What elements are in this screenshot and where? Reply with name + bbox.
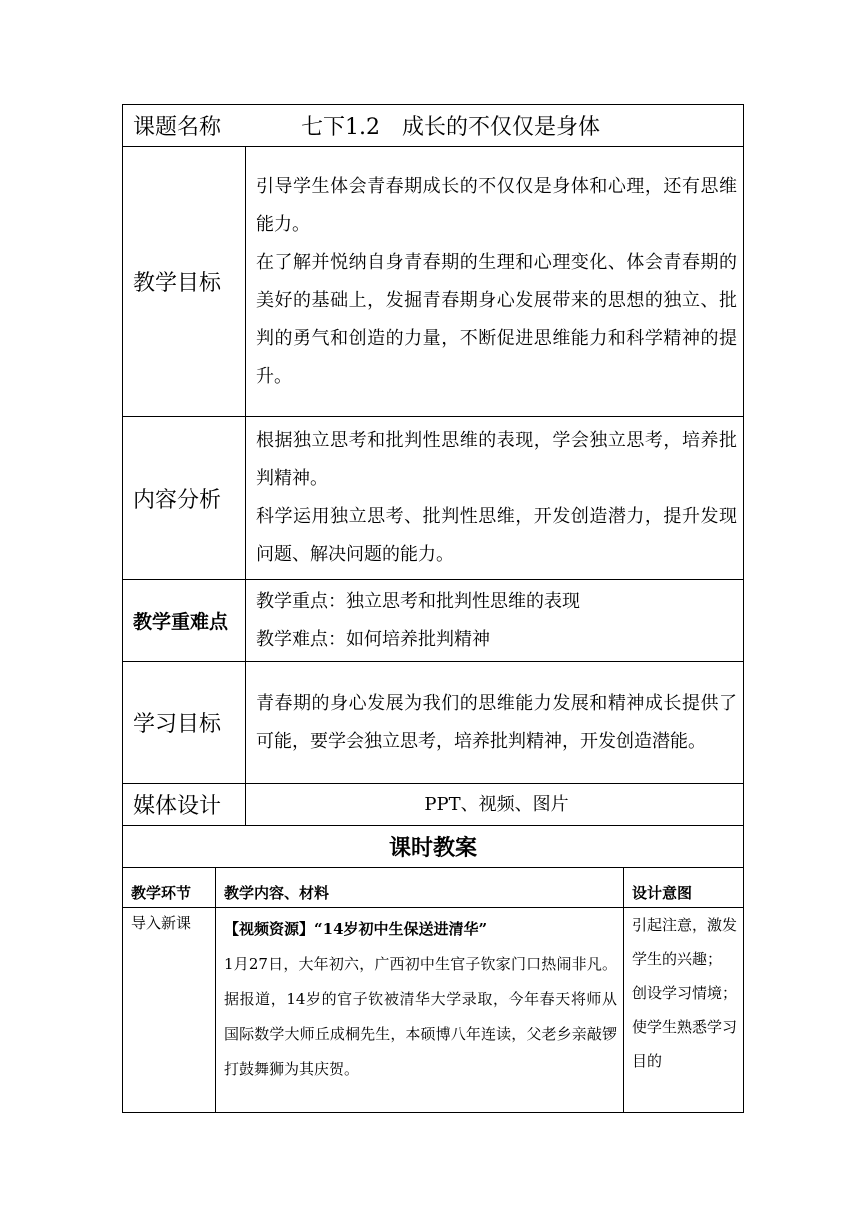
learning-goals-paragraph: 青春期的身心发展为我们的思维能力发展和精神成长提供了可能，要学会独立思考，培养批判精神，开发创造潜能。 <box>256 692 737 752</box>
stage-intro: 导入新课 <box>123 908 216 1113</box>
content-analysis-paragraph-1: 根据独立思考和批判性思维的表现，学会独立思考，培养批判精神。 <box>256 430 737 489</box>
teaching-goals-label: 教学目标 <box>123 147 246 417</box>
teaching-goals-content <box>246 147 744 417</box>
lesson-section-title: 课时教案 <box>123 826 744 868</box>
lesson-row-intro <box>123 908 744 1113</box>
key-points-content <box>246 580 744 662</box>
intent-line-2: 创设学习情境；使学生熟悉学习目的 <box>632 984 738 1070</box>
video-resource-title: 【视频资源】“14岁初中生保送进清华” <box>224 920 488 938</box>
lesson-section-row <box>123 826 744 868</box>
title-row <box>123 105 744 147</box>
intro-paragraph: 1月27日，大年初六，广西初中生官子钦家门口热闹非凡。据报道，14岁的官子钦被清华大学录取，今年春天将师从国际数学大师丘成桐先生，本硕博八年连读，父老乡亲敲锣打鼓舞狮为其庆贺。 <box>224 955 617 1078</box>
column-header-stage: 教学环节 <box>123 868 216 908</box>
intro-intent <box>624 908 744 1113</box>
content-analysis-paragraph-2: 科学运用独立思考、批判性思维，开发创造潜力，提升发现问题、解决问题的能力。 <box>256 506 737 565</box>
media-row <box>123 784 744 826</box>
media-label: 媒体设计 <box>123 784 246 826</box>
learning-goals-label: 学习目标 <box>123 662 246 784</box>
key-points-label: 教学重难点 <box>123 580 246 662</box>
topic-title: 七下1.2 成长的不仅仅是身体 <box>301 115 600 140</box>
column-header-content: 教学内容、材料 <box>216 868 624 908</box>
content-analysis-content <box>246 417 744 580</box>
column-header-intent: 设计意图 <box>624 868 744 908</box>
teaching-goals-row <box>123 147 744 417</box>
teaching-goals-paragraph-1: 引导学生体会青春期成长的不仅仅是身体和心理，还有思维能力。 <box>256 175 737 235</box>
lesson-plan-table <box>122 104 744 1113</box>
content-analysis-label: 内容分析 <box>123 417 246 580</box>
key-point: 教学重点：独立思考和批判性思维的表现 <box>256 590 580 612</box>
difficult-point: 教学难点：如何培养批判精神 <box>256 628 490 650</box>
lesson-header-row <box>123 868 744 908</box>
intro-content <box>216 908 624 1113</box>
learning-goals-content <box>246 662 744 784</box>
topic-label: 课题名称 <box>133 115 222 140</box>
key-points-row <box>123 580 744 662</box>
intent-line-1: 引起注意，激发学生的兴趣； <box>632 916 738 968</box>
learning-goals-row <box>123 662 744 784</box>
teaching-goals-paragraph-2: 在了解并悦纳自身青春期的生理和心理变化、体会青春期的美好的基础上，发掘青春期身心发展带来的思想的独立、批判的勇气和创造的力量，不断促进思维能力和科学精神的提升。 <box>256 251 737 387</box>
title-cell <box>123 105 744 147</box>
media-value: PPT、视频、图片 <box>246 784 744 826</box>
content-analysis-row <box>123 417 744 580</box>
